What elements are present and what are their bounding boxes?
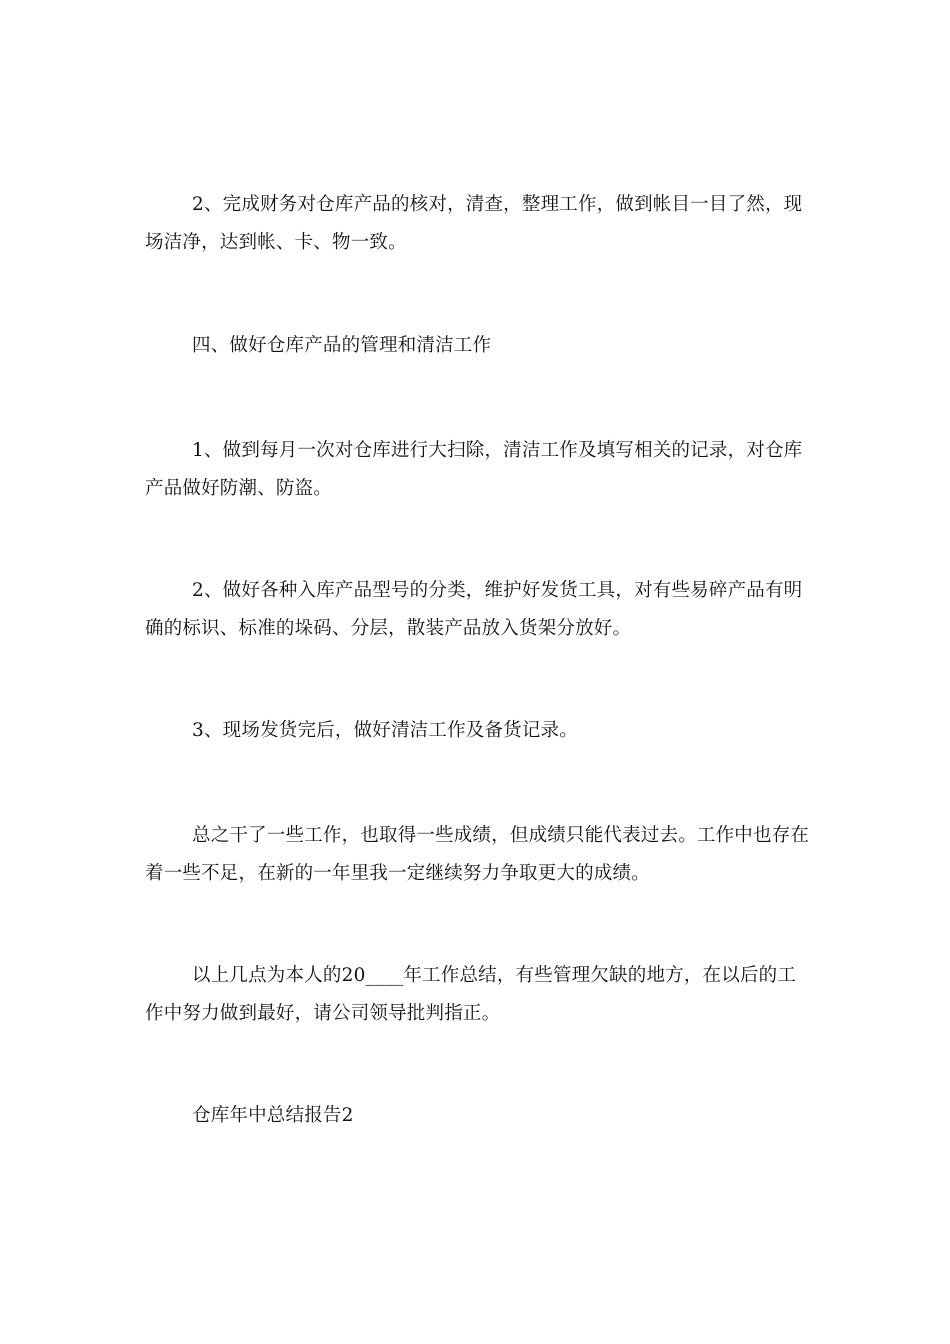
paragraph-monthly-cleaning: 1、做到每月一次对仓库进行大扫除，清洁工作及填写相关的记录，对仓库产品做好防潮、防盗。 — [145, 440, 803, 499]
paragraph-product-classification: 2、做好各种入库产品型号的分类，维护好发货工具，对有些易碎产品有明确的标识、标准的垛码、分层，散装产品放入货架分放好。 — [145, 580, 803, 639]
paragraph-summary: 总之干了一些工作，也取得一些成绩，但成绩只能代表过去。工作中也存在着一些不足，在新的一年里我一定继续努力争取更大的成绩。 — [145, 825, 810, 884]
paragraph-finance-check: 2、完成财务对仓库产品的核对，清查，整理工作，做到帐目一目了然，现场洁净，达到帐、卡、物一致。 — [145, 194, 803, 253]
paragraph-conclusion: 以上几点为本人的20____年工作总结，有些管理欠缺的地方，在以后的工作中努力做到最好，请公司领导批判指正。 — [145, 965, 797, 1024]
paragraph-shipping-cleanup: 3、现场发货完后，做好清洁工作及备货记录。 — [192, 720, 578, 741]
section-heading-four: 四、做好仓库产品的管理和清洁工作 — [192, 335, 492, 356]
report-title-2: 仓库年中总结报告2 — [192, 1105, 354, 1126]
